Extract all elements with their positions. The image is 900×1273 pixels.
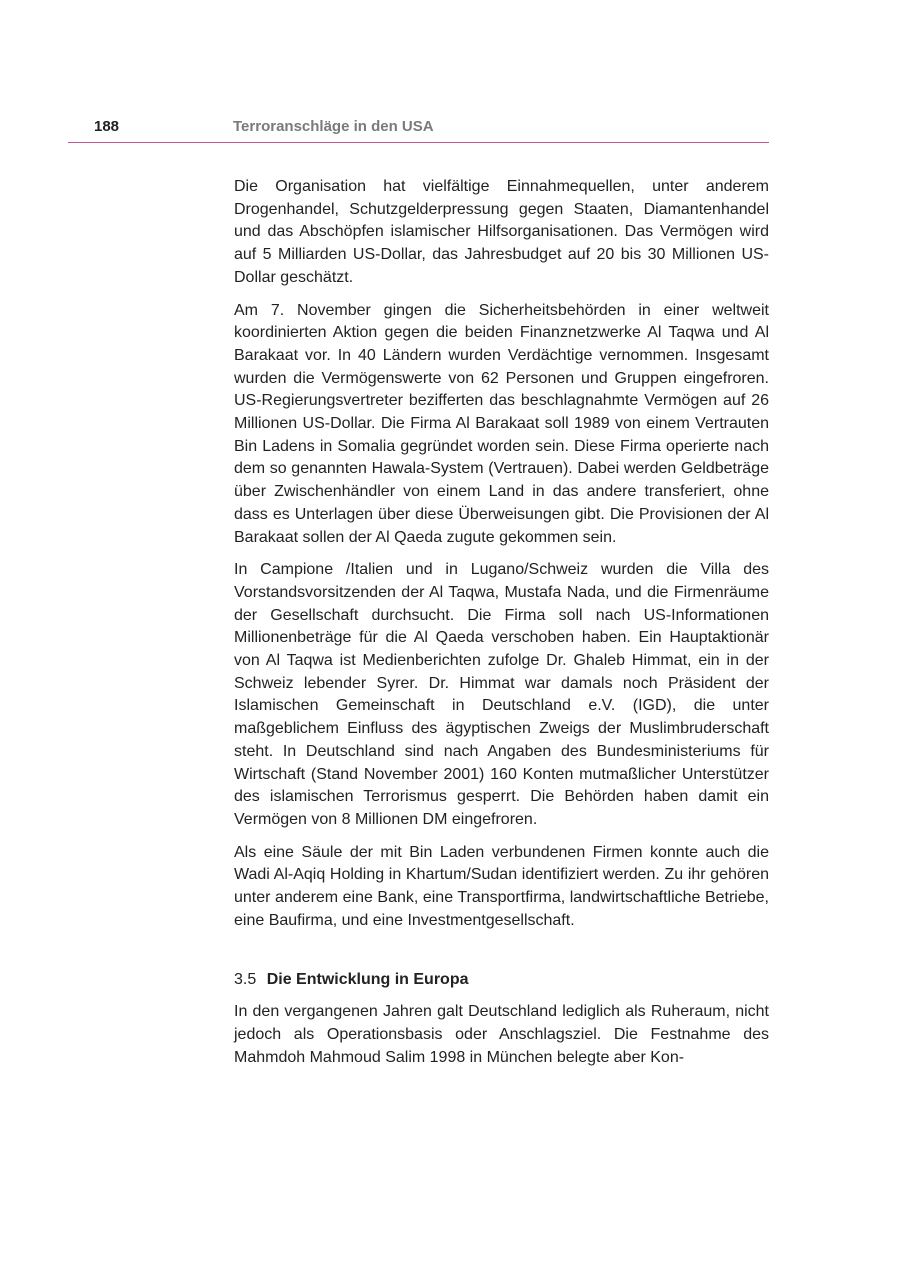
section-number: 3.5 — [234, 970, 257, 988]
paragraph: Am 7. November gingen die Sicherheitsbehörden in einer weltweit koordinierten Aktion gegen die beiden Finanznetzwerke Al Taqwa und Al Barakaat vor. In 40 Ländern wurden Verdächtige vernommen. Insgesamt wurden die Vermögenswerte von 62 Personen und Gruppen eingefroren. US-Regierungsvertreter bezifferten das beschlagnahmte Vermögen auf 26 Millionen US-Dollar. Die Firma Al Barakaat soll 1989 von einem Vertrauten Bin Ladens in Somalia gegründet worden sein. Diese Firma operierte nach dem so genannten Hawala-System (Vertrauen). Dabei werden Geldbeträge über Zwischenhändler von einem Land in das andere transferiert, ohne dass es Unterlagen über diese Überweisungen gibt. Die Provisionen der Al Barakaat sollen der Al Qaeda zugute gekommen sein. — [234, 301, 769, 546]
paragraph: Die Organisation hat vielfältige Einnahmequellen, unter anderem Drogenhandel, Schutzgelderpressung gegen Staaten, Diamantenhandel und das Abschöpfen islamischer Hilfsorganisationen. Das Vermögen wird auf 5 Milliarden US-Dollar, das Jahresbudget auf 20 bis 30 Millionen US-Dollar geschätzt. — [234, 178, 769, 286]
paragraph: In den vergangenen Jahren galt Deutschland lediglich als Ruheraum, nicht jedoch als Operationsbasis oder Anschlagsziel. Die Festnahme des Mahmdoh Mahmoud Salim 1998 in München belegte aber Kon- — [234, 1003, 769, 1066]
page-number: 188 — [94, 118, 120, 135]
paragraph: Als eine Säule der mit Bin Laden verbundenen Firmen konnte auch die Wadi Al-Aqiq Holding in Khartum/Sudan identifiziert werden. Zu ihr gehören unter anderem eine Bank, eine Transportfirma, landwirtschaftliche Betriebe, eine Baufirma, und eine Investmentgesellschaft. — [234, 843, 769, 929]
body-text — [234, 176, 769, 1079]
section-heading — [234, 969, 769, 992]
section-title: Die Entwicklung in Europa — [266, 970, 469, 988]
page-header — [68, 116, 769, 143]
running-title: Terroranschläge in den USA — [233, 118, 434, 135]
paragraph: In Campione /Italien und in Lugano/Schweiz wurden die Villa des Vorstandsvorsitzenden der Al Taqwa, Mustafa Nada, und die Firmenräume der Gesellschaft durchsucht. Die Firma soll nach US-Informationen Millionenbeträge für die Al Qaeda verschoben haben. Ein Hauptaktionär von Al Taqwa ist Medienberichten zufolge Dr. Ghaleb Himmat, ein in der Schweiz lebender Syrer. Dr. Himmat war damals noch Präsident der Islamischen Gemeinschaft in Deutschland e.V. (IGD), die unter maßgeblichem Einfluss des ägyptischen Zweigs der Muslimbruderschaft steht. In Deutschland sind nach Angaben des Bundesministeriums für Wirtschaft (Stand November 2001) 160 Konten mutmaßlicher Unterstützer des islamischen Terrorismus gesperrt. Die Behörden haben damit ein Vermögen von 8 Millionen DM eingefroren. — [234, 561, 769, 828]
